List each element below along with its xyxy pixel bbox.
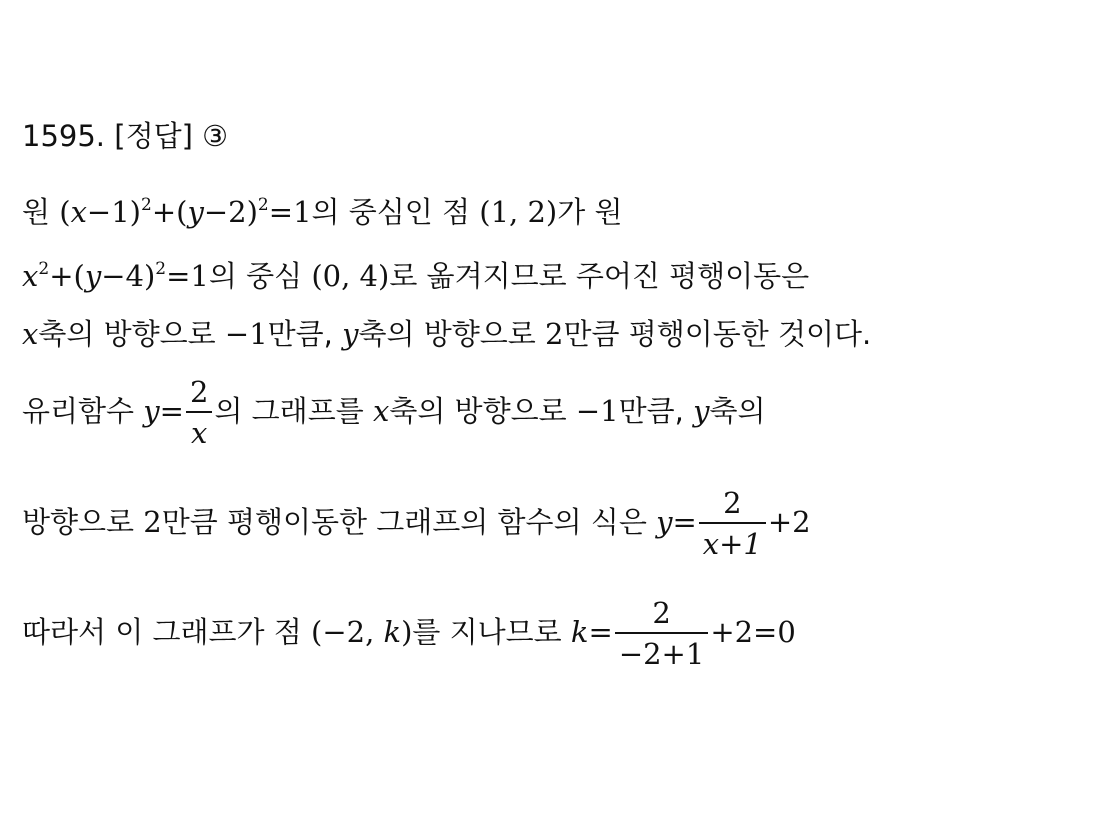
text-center-point: 의 중심인 점 — [311, 195, 471, 229]
shift-x-value: −1 — [575, 394, 619, 428]
text-direction: 방향으로 — [22, 505, 135, 539]
fraction-2-over-x-plus-1: $\frac{2}{x+1}$ — [699, 484, 766, 564]
solution-line-5: 방향으로 2만큼 평행이동한 그래프의 함수의 식은 y= $\frac{2}{x+1}$ +2 — [22, 484, 811, 564]
circle-equation-2: $x^2+(y-4)^2=1$ — [22, 259, 209, 293]
var-x: x — [372, 394, 390, 428]
fraction-2-over-neg2-plus-1: $\frac{2}{-2+1}$ — [615, 594, 709, 674]
var-k: k — [570, 615, 589, 649]
text-therefore: 를 지나므로 — [412, 615, 562, 649]
solution-line-3 — [22, 316, 871, 352]
text-amount: 만큼, — [618, 394, 684, 428]
text-x-direction: 축의 방향으로 — [38, 317, 216, 351]
text-amount: 만큼, — [267, 317, 333, 351]
var-y: y — [656, 505, 673, 539]
shift-y-value: 2 — [545, 317, 564, 351]
text-x-direction: 축의 방향으로 — [389, 394, 567, 428]
text-center: 의 중심 — [208, 259, 303, 293]
center-point-2: (0, 4) — [311, 259, 390, 293]
text-passes-point: 따라서 이 그래프가 점 — [22, 615, 302, 649]
circle-equation: $(x-1)^2+(y-2)^2=1$ — [59, 195, 312, 229]
solution-line-6: 따라서 이 그래프가 점 (−2, k)를 지나므로 k= $\frac{2}{-2+1}$ +2=0 — [22, 594, 796, 674]
text-graph: 의 그래프를 — [214, 394, 364, 428]
shift-x-value: −1 — [224, 317, 268, 351]
answer-header — [22, 118, 228, 154]
problem-number: 1595. — [22, 119, 106, 153]
var-y: y — [693, 394, 710, 428]
text-circle: 원 — [22, 195, 51, 229]
shift-y-value: 2 — [143, 505, 162, 539]
text-y-direction: 축의 방향으로 — [358, 317, 536, 351]
var-x: x — [22, 317, 39, 351]
text-rational-function: 유리함수 — [22, 394, 135, 428]
text-y-axis: 축의 — [709, 394, 766, 428]
text-to-circle: 가 원 — [557, 195, 623, 229]
var-y: y — [342, 317, 359, 351]
constant-term: +2 — [767, 505, 811, 539]
text-function-equation: 만큼 평행이동한 그래프의 함수의 식은 — [161, 505, 647, 539]
final-result: +2=0 — [710, 615, 796, 649]
solution-line-1 — [22, 187, 622, 230]
text-conclusion: 만큼 평행이동한 것이다. — [563, 317, 872, 351]
text-translation: 로 옮겨지므로 주어진 평행이동은 — [389, 259, 810, 293]
solution-line-2 — [22, 251, 809, 294]
answer-value: ③ — [202, 119, 229, 153]
center-point: (1, 2) — [479, 195, 558, 229]
point-minus-2-k: (−2, k) — [311, 615, 413, 649]
answer-label: [정답] — [114, 119, 193, 153]
var-y: y — [143, 394, 160, 428]
solution-line-4: 유리함수 y= $\frac{2}{x}$ 의 그래프를 x축의 방향으로 −1만큼, y축의 — [22, 373, 765, 453]
fraction-2-over-x: $\frac{2}{x}$ — [186, 373, 212, 453]
